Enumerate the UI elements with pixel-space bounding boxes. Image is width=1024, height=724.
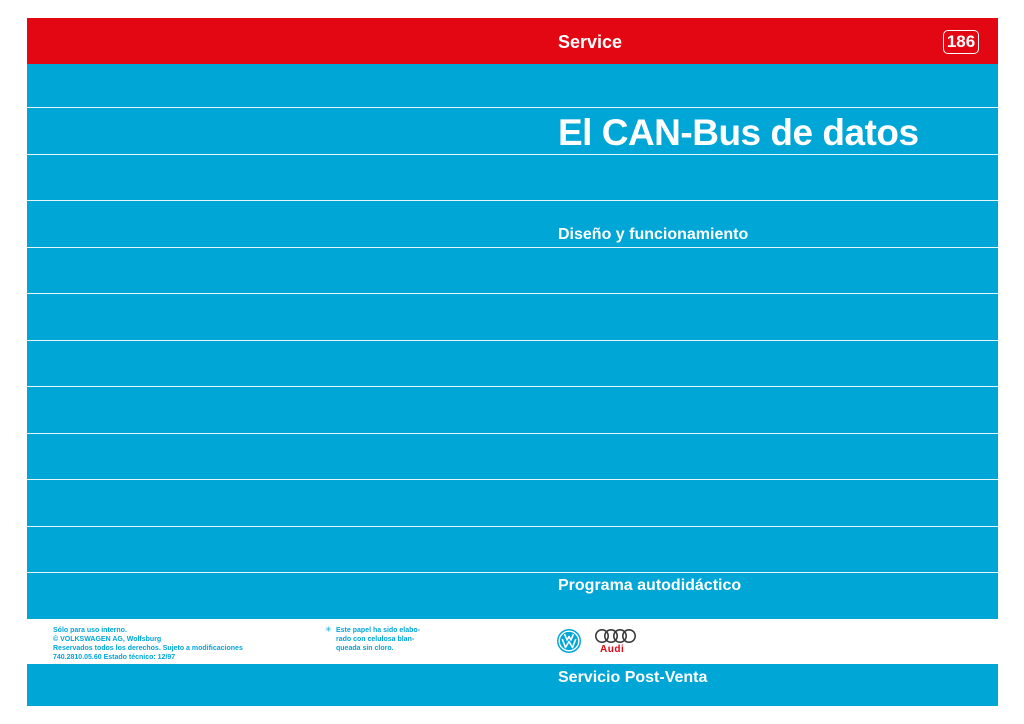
- page-number-badge: 186: [943, 30, 979, 54]
- audi-rings-icon: [594, 628, 636, 644]
- rule-line: [27, 433, 998, 434]
- rule-line: [27, 200, 998, 201]
- rule-line: [27, 572, 998, 573]
- vw-logo-icon: [556, 628, 582, 654]
- paper-note: [336, 626, 420, 653]
- rule-line: [27, 293, 998, 294]
- rule-line: [27, 479, 998, 480]
- program-label: Programa autodidáctico: [558, 577, 742, 594]
- legal-notice: [53, 626, 243, 662]
- bottom-band: [27, 664, 998, 706]
- paper-line: queada sin cloro.: [336, 645, 394, 652]
- rule-line: [27, 107, 998, 108]
- legal-line: Sólo para uso interno.: [53, 627, 127, 634]
- rule-line: [27, 154, 998, 155]
- subtitle: Diseño y funcionamiento: [558, 226, 749, 243]
- legal-line: Reservados todos los derechos. Sujeto a modificaciones: [53, 645, 243, 652]
- rule-line: [27, 247, 998, 248]
- header-band: [27, 18, 998, 64]
- cover-page: [27, 18, 998, 706]
- legal-line: 740.2810.05.60 Estado técnico: 12/97: [53, 654, 176, 661]
- paper-line: Este papel ha sido elabo-: [336, 627, 421, 634]
- legal-line: © VOLKSWAGEN AG, Wolfsburg: [53, 636, 162, 643]
- paper-mark-icon: ✳: [325, 625, 332, 634]
- service-label: Service: [558, 32, 623, 52]
- audi-wordmark: Audi: [600, 644, 625, 655]
- rule-line: [27, 340, 998, 341]
- page-title: El CAN-Bus de datos: [558, 112, 919, 153]
- paper-line: rado con celulosa blan-: [336, 636, 415, 643]
- rule-line: [27, 526, 998, 527]
- post-venta-label: Servicio Post-Venta: [558, 669, 708, 686]
- rule-line: [27, 386, 998, 387]
